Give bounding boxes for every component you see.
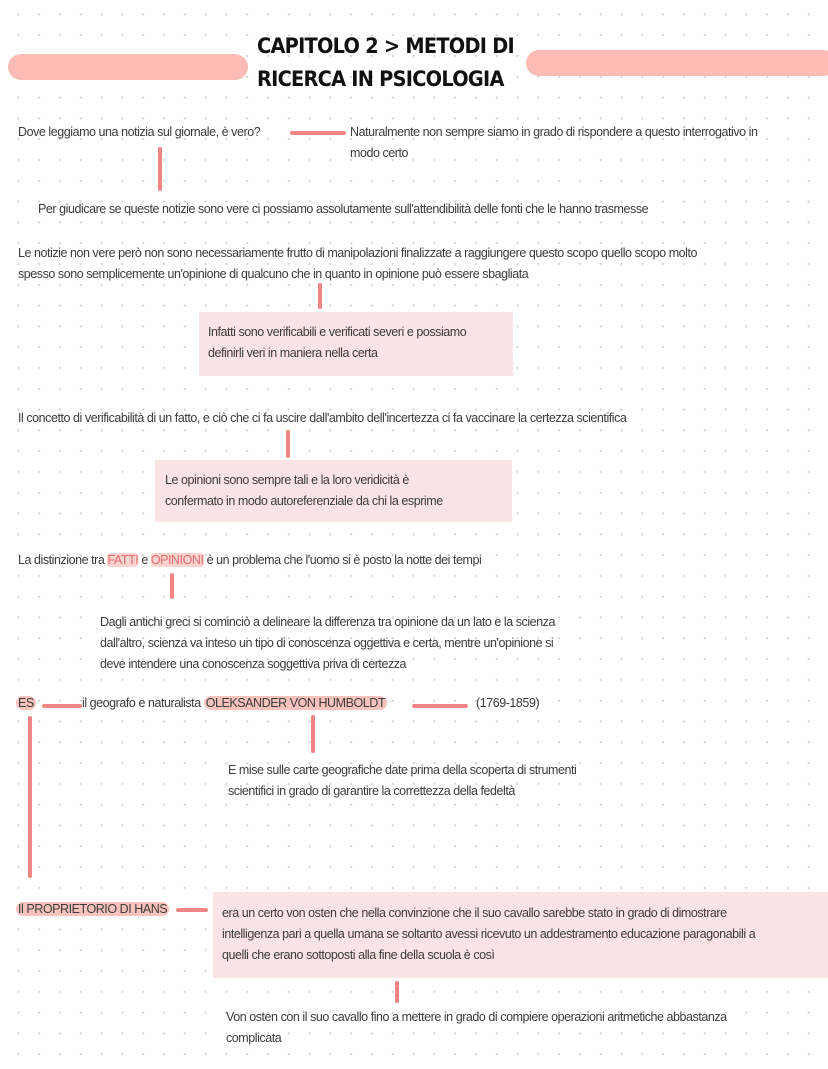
title-line-1: CAPITOLO 2 > METODI DI [257, 34, 514, 58]
header-band-left [8, 54, 248, 80]
false-news-line-1: Le notizie non vere però non sono necessariamente frutto di manipolazioni finalizzate a raggiungere questo scopo quello scopo molto [18, 246, 698, 260]
hans-box-line-1: era un certo von osten che nella convinzione che il suo cavallo sarebbe stato in grado di dimostrare [222, 906, 727, 920]
connector-question-answer [290, 131, 346, 135]
verifiability-text: Il concetto di verificabilità di un fatto, e ciò che ci fa uscire dall'ambito dell'incertezza ci fa vaccinare la certezza scientifica [18, 411, 627, 425]
greeks-line-3: deve intendere una conoscenza soggettiva priva di certezza [100, 657, 407, 671]
connector-es-humboldt [42, 704, 82, 708]
connector-humboldt-detail [311, 715, 315, 753]
hans-box-line-2: intelligenza pari a quella umana se soltanto avessi ricevuto un addestramento educazione paragonabili a [222, 927, 756, 941]
page-title [257, 30, 536, 96]
connector-verifiability-box [286, 430, 290, 458]
connector-question-judge [158, 147, 162, 191]
greeks-line-1: Dagli antichi greci si cominciò a delineare la differenza tra opinione da un lato e la scienza [100, 615, 555, 629]
false-news-line-2: spesso sono semplicemente un'opinione di qualcuno che in quanto in opinione può essere sbagliata [18, 267, 529, 281]
answer-text-line-1: Naturalmente non sempre siamo in grado di rispondere a questo interrogativo in [350, 125, 758, 139]
answer-text-line-2: modo certo [350, 146, 409, 160]
title-line-2: RICERCA IN PSICOLOGIA [257, 67, 504, 91]
judge-text: Per giudicare se queste notizie sono vere ci possiamo assolutamente sull'attendibilità delle fonti che le hanno trasmesse [38, 202, 649, 216]
distinction-text [18, 550, 481, 571]
header-band-right [526, 50, 828, 76]
keyword-fatti: FATTI [107, 553, 139, 567]
hans-box-line-3: quelli che erano sottoposti alla fine della scuola è così [222, 948, 495, 962]
humboldt-intro [82, 693, 387, 714]
box1-line-2: definirli veri in maniera nella certa [208, 346, 378, 360]
connector-es-hans [28, 716, 32, 878]
question-text: Dove leggiamo una notizia sul giornale, è vero? [18, 125, 261, 139]
connector-hans-osten [395, 981, 399, 1003]
connector-false-news-box [318, 283, 322, 309]
osten-line-2: complicata [226, 1031, 282, 1045]
connector-humboldt-years [412, 704, 468, 708]
humboldt-name: OLEKSANDER VON HUMBOLDT [205, 696, 386, 710]
greeks-line-2: dall'altro, scienza va inteso un tipo di conoscenza oggettiva e certa, mentre un'opinione si [100, 636, 554, 650]
hans-label-text: Il PROPRIETORIO DI HANS [18, 902, 168, 916]
humboldt-pre: il geografo e naturalista [82, 696, 201, 710]
hans-label [16, 899, 169, 920]
distinction-pre: La distinzione tra [18, 553, 105, 567]
humboldt-line-1: E mise sulle carte geografiche date prima della scoperta di strumenti [228, 763, 577, 777]
connector-distinction-greeks [170, 573, 174, 599]
osten-line-1: Von osten con il suo cavallo fino a mettere in grado di compiere operazioni aritmetiche abbastanza [226, 1010, 727, 1024]
box2-line-2: confermato in modo autoreferenziale da chi la esprime [165, 494, 443, 508]
distinction-post: è un problema che l'uomo si è posto la notte dei tempi [206, 553, 482, 567]
box2-line-1: Le opinioni sono sempre tali e la loro veridicità è [165, 473, 409, 487]
distinction-mid: e [141, 553, 148, 567]
humboldt-line-2: scientifici in grado di garantire la correttezza della fedeltà [228, 784, 515, 798]
es-label-text: ES [18, 696, 34, 710]
box1-line-1: Infatti sono verificabili e verificati severi e possiamo [208, 325, 467, 339]
keyword-opinioni: OPINIONI [150, 553, 204, 567]
es-label [16, 693, 36, 714]
humboldt-years: (1769-1859) [476, 696, 540, 710]
connector-hans-box [176, 908, 208, 912]
